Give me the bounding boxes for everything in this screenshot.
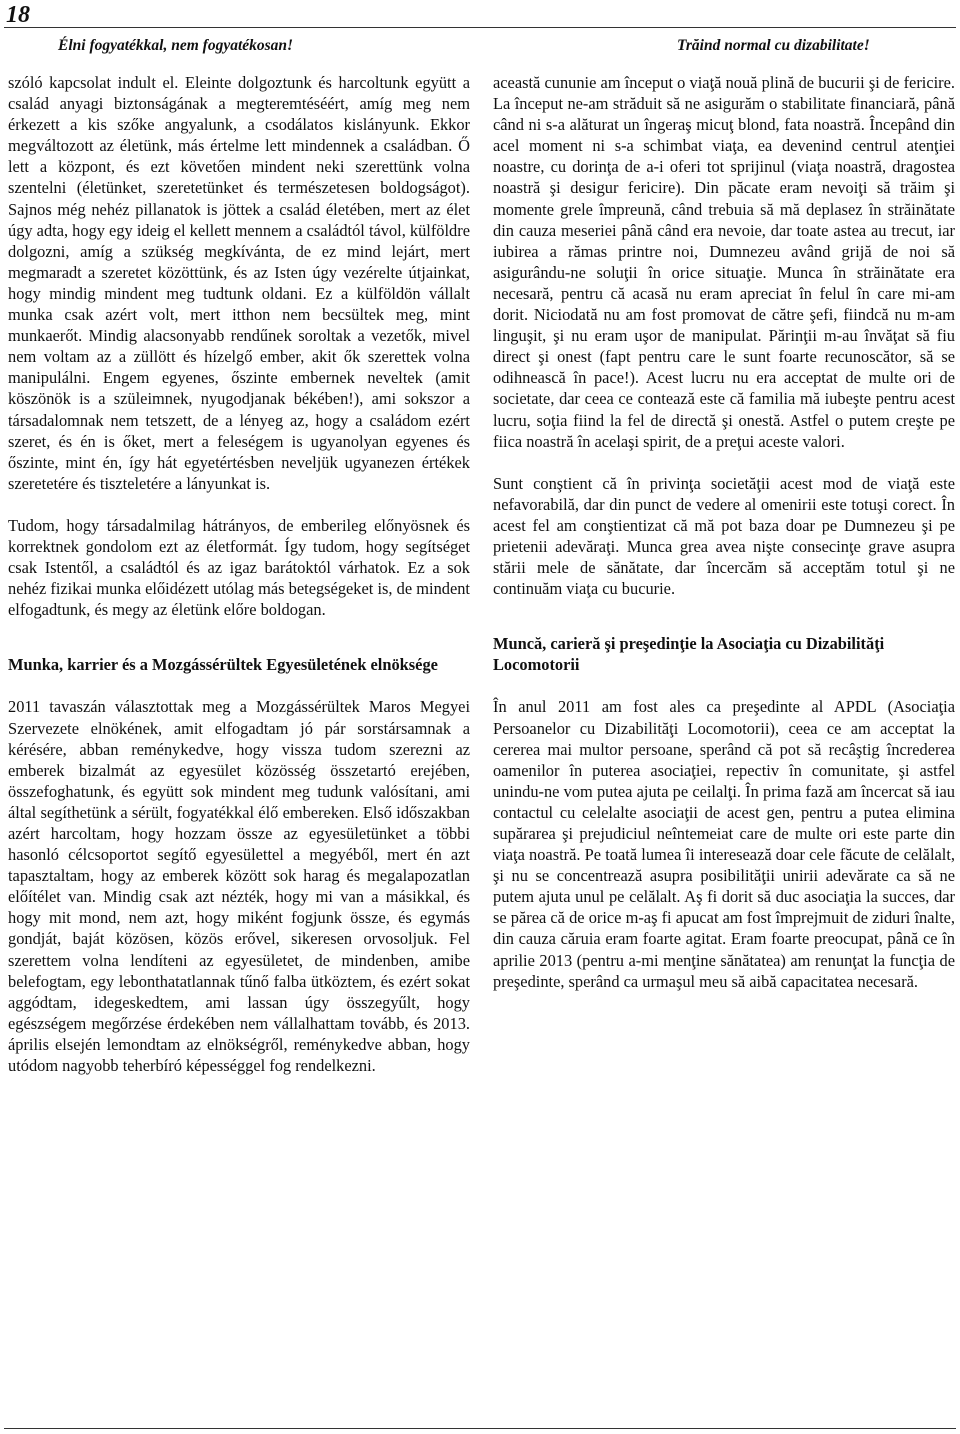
romanian-column — [493, 72, 955, 992]
running-header-romanian: Trăind normal cu dizabilitate! — [677, 37, 870, 54]
hungarian-column — [8, 72, 470, 1076]
running-header-hungarian: Élni fogyatékkal, nem fogyatékosan! — [58, 37, 294, 54]
romanian-paragraph-3: În anul 2011 am fost ales ca preşedinte al APDL (Asociaţia Persoanelor cu Dizabilităţi Locomotorii), ceea ce am acceptat la cererea mai multor persoane, sperând că pot să recâştig încrederea oamenilor în puterea asociaţiei, repectiv în comunitate, şi astfel unindu-ne vom putea ajuta pe ceilalţi. În prima fază am încercat să iau contactul cu celelalte asociaţii de acest gen, pentru a putea elimina supărarea şi prejudiciul neîntemeiat care de multe ori este parte din viaţa noastră. Pe toată lumea îi interesează doar cele făcute de celălalt, şi nu se concentrează asupra posibilităţii unirii adevărate ca să ne putem ajuta unul pe celălalt. Aş fi dorit să duc asociaţia la succes, dar se părea că de orice m-aş fi apucat am fost împrejmuit de ziduri înalte, din cauza căruia eram foarte agitat. Eram foarte preocupat, până ce în aprilie 2013 (pentru a-mi menţine sănătatea) am renunţat la funcţia de preşedinte, sperând ca urmaşul meu să aibă capacitatea necesară. — [493, 697, 955, 991]
hungarian-paragraph-3: 2011 tavaszán választottak meg a Mozgássérültek Maros Megyei Szervezete elnökének, amit elfogadtam jó pár sorstársamnak a kérésére, abban reménykedve, hogy vissza tudom szerezni az emberek bizalmát az egyesület közösség összetartó erejében, összefoghatunk, és együtt sok mindent meg tudunk valósítani, ami által segíthetünk a sérült, fogyatékkal élő embereken. Első időszakban azért harcoltam, hogy hozzam össze az egyesületünket a többi hasonló célcsoportot segítő egyesülettel a megyéből, mert én azt tapasztaltam, hogy az emberek között sok harag és megalapozatlan előítélet van. Mindig csak azt nézték, hogy mi van a másikkal, és hogy mit mond, nem azt, hogy miként fogjunk össze, és egymás gondját, baját közösen, közös erővel, sikeresen orvosoljuk. Fel szerettem volna lendíteni az egyesületet, de mindenben, amibe belefogtam, egy lebonthatatlannak tűnő falba ütköztem, és ezért sokat aggódtam, idegeskedtem, ami lassan úgy összegyűlt, hogy egészségem megőrzése érdekében nem vállalhattam tovább, és 2013. április elsején lemondtam az elnökségről, reménykedve abban, hogy utódom nagyobb teherbíró képességgel fog rendelkezni. — [8, 697, 470, 1076]
romanian-paragraph-2: Sunt conştient că în privinţa societăţii acest mod de viaţă este nefavorabilă, dar din punct de vedere al omenirii este totuşi corect. În acest fel am conştientizat că mă pot baza doar pe Dumnezeu şi pe prietenii adevăraţi. Munca grea avea nişte consecinţe grave asupra stării mele de sănătate, dar încercăm să acceptăm totul şi ne continuăm viaţa cu bucurie. — [493, 473, 955, 599]
hungarian-section-heading: Munka, karrier és a Mozgássérültek Egyesületének elnöksége — [8, 655, 438, 675]
page-number: 18 — [6, 2, 30, 28]
romanian-section-heading: Muncă, carieră şi preşedinţie la Asociaţia cu Dizabilităţi Locomotorii — [493, 634, 885, 675]
footer-rule — [4, 1428, 956, 1429]
hungarian-paragraph-2: Tudom, hogy társadalmilag hátrányos, de emberileg előnyösnek és korrektnek gondolom ezt az életformát. Így tudom, hogy segítséget csak Istentől, a családtól és az igaz barátoktól várhatok. Ez a sok nehéz fizikai munka előidézett utólag más betegségeket is, de mindent elfogadtunk, és megy az életünk előre boldogan. — [8, 515, 470, 620]
romanian-paragraph-1: această cununie am început o viaţă nouă plină de bucurii şi de fericire. La început ne-am străduit să ne asigurăm o stabilitate financiară, până când ni s-a alăturat un îngeraş micuţ blond, fata noastră. Începând din acel moment ni s-a schimbat viaţa, ea devenind centrul atenţiei noastre, cu dorinţa de a-i oferi tot sprijinul (viaţa noastră, dragostea noastră şi desigur fericire). Din păcate eram nevoiţi să trăim şi momente grele împreună, când trebuia să mă deplasez în străinătate din cauza meseriei până când era nevoie, dar toate astea au trecut, iar iubirea a rămas printre noi, Dumnezeu având grijă de noi să asigurându-ne soluţii în orice situaţie. Munca în străinătate era necesară, pentru că acasă nu eram apreciat în felul în care mi-am dorit. Niciodată nu am fost promovat de către şefi, fiindcă nu m-am linguşit, şi nu eram uşor de manipulat. Părinţii m-au învăţat să fiu direct şi onest (fapt pentru care le sunt foarte recunoscător, să se odihnească în pace!). Acest lucru nu era acceptat de multe ori de societate, dar ceea ce contează este că familia mă iubeşte pentru acest lucru, soţia fiind la fel de directă şi onestă. Astfel o putem creşte pe fiica noastră în acelaşi spirit, de a preţui aceste valori. — [493, 73, 955, 451]
header-rule — [4, 27, 956, 28]
hungarian-paragraph-1: szóló kapcsolat indult el. Eleinte dolgoztunk és harcoltunk együtt a család anyagi biztonságának a megteremtéséért, amíg meg nem érkezett a kis szőke angyalunk, a csodálatos kislányunk. Ekkor megváltozott az életünk, más értelme lett mindennek a családban. Ő lett a központ, és ezt követően mindent neki szerettünk volna szentelni (életünket, szeretetünket és természetesen boldogságot). Sajnos még nehéz pillanatok is jöttek a család életében, mert az élet úgy adta, hogy egy ideig el kellett mennem a családtól távol, külföldre dolgozni, amíg a szükség megkívánta, de ez mind lejárt, mert megmaradt a szeretet közöttünk, és az Isten úgy vezérelte útjainkat, hogy mindig mindent meg tudtunk oldani. Ez a külföldön vállalt munka csak azért volt, mert itthon nem becsültek meg, mint munkaerőt. Mindig alacsonyabb rendűnek soroltak a vezetők, mivel nem voltam az a züllött és hízelgő ember, akit ők szerettek volna manipulálni. Engem egyenes, őszinte embernek neveltek (amit köszönök is a szüleimnek, nyugodjanak békében!), ami sokszor a társadalomnak nem tetszett, de a lényeg az, hogy a családom ezért szeret, és én is őket, mert a feleségem is ugyanolyan egyenes és őszinte, mint én, így hát egyetértésben neveljük ugyanezen értékek szeretetére és tiszteletére a lányunkat is. — [8, 73, 470, 493]
